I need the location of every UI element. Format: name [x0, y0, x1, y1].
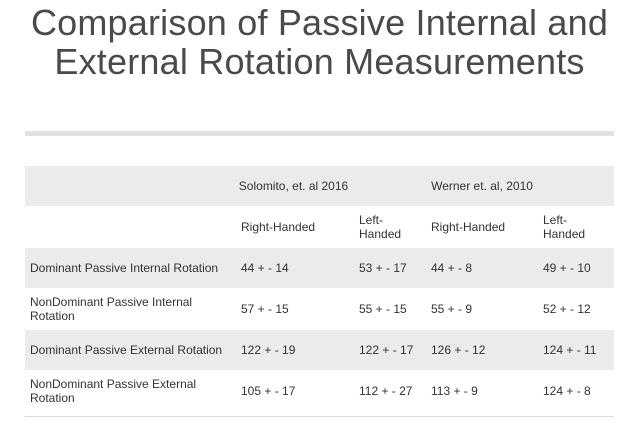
table-cell: 124 + - 8 — [538, 371, 614, 412]
table-cell: 52 + - 12 — [538, 289, 614, 330]
row-label: Dominant Passive Internal Rotation — [25, 248, 233, 289]
table-cell: 122 + - 17 — [354, 330, 426, 371]
group-header-solomito: Solomito, et. al 2016 — [233, 166, 354, 207]
table-cell: 126 + - 12 — [426, 330, 538, 371]
table-row — [25, 371, 614, 412]
row-label: NonDominant Passive Internal Rotation — [25, 289, 233, 330]
sub-header-left-handed: Left-Handed — [538, 207, 614, 248]
table-row — [25, 248, 614, 289]
table-cell: 55 + - 15 — [354, 289, 426, 330]
table-cell: 112 + - 27 — [354, 371, 426, 412]
comparison-table — [25, 166, 614, 412]
page-title: Comparison of Passive Internal and External Rotation Measurements — [30, 2, 609, 82]
title-divider — [25, 131, 614, 136]
row-label: Dominant Passive External Rotation — [25, 330, 233, 371]
table-cell: 105 + - 17 — [233, 371, 354, 412]
group-header-cell — [538, 166, 614, 207]
table-cell: 113 + - 9 — [426, 371, 538, 412]
table-cell: 49 + - 10 — [538, 248, 614, 289]
table-cell: 55 + - 9 — [426, 289, 538, 330]
sub-header-right-handed: Right-Handed — [426, 207, 538, 248]
table-bottom-divider — [25, 416, 614, 417]
sub-header-row — [25, 207, 614, 248]
table-cell: 124 + - 11 — [538, 330, 614, 371]
table-cell: 44 + - 8 — [426, 248, 538, 289]
sub-header-cell — [25, 207, 233, 248]
sub-header-right-handed: Right-Handed — [233, 207, 354, 248]
table-cell: 122 + - 19 — [233, 330, 354, 371]
table-cell: 57 + - 15 — [233, 289, 354, 330]
group-header-cell — [354, 166, 426, 207]
sub-header-left-handed: Left-Handed — [354, 207, 426, 248]
group-header-cell — [25, 166, 233, 207]
table-row — [25, 289, 614, 330]
table-row — [25, 330, 614, 371]
group-header-werner: Werner et. al, 2010 — [426, 166, 538, 207]
row-label: NonDominant Passive External Rotation — [25, 371, 233, 412]
table-cell: 53 + - 17 — [354, 248, 426, 289]
table-cell: 44 + - 14 — [233, 248, 354, 289]
group-header-row — [25, 166, 614, 207]
